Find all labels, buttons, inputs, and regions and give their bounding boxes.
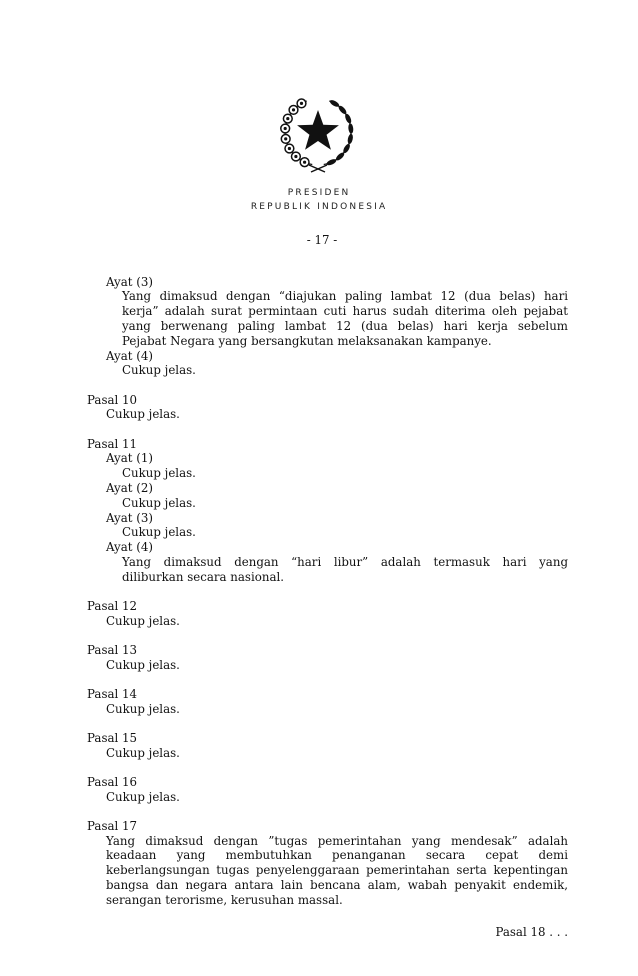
wreath-ribbon [309, 165, 327, 172]
explanation-line: Cukup jelas. [122, 495, 196, 510]
pasal-14 [87, 687, 568, 717]
explanation-line: Cukup jelas. [106, 701, 180, 716]
explanation-line: Cukup jelas. [106, 789, 180, 804]
explanation-line: Pejabat Negara yang bersangkutan melaksanakan kampanye. [122, 333, 492, 348]
page-number: - 17 - [306, 232, 338, 247]
pasal-11 [87, 437, 568, 585]
presidential-seal-icon [273, 94, 363, 174]
ayat-label: Ayat (1) [106, 451, 153, 466]
explanation-line: Cukup jelas. [122, 466, 196, 481]
explanation-line: Yang dimaksud dengan “diajukan paling lambat 12 (dua belas) hari [122, 289, 568, 304]
explanation-line: Cukup jelas. [106, 613, 180, 628]
pasal-17 [87, 819, 568, 908]
explanation-line: Yang dimaksud dengan “hari libur” adalah termasuk hari yang [122, 554, 568, 569]
explanation-line: Cukup jelas. [106, 745, 180, 760]
document-body [87, 275, 568, 908]
star-icon [297, 110, 339, 150]
pasal-title: Pasal 11 [87, 436, 138, 451]
pasal-title: Pasal 13 [87, 642, 138, 657]
ayat-3-label: Ayat (3) [106, 274, 153, 289]
ayat-label: Ayat (4) [106, 540, 153, 555]
pasal-title: Pasal 14 [87, 686, 138, 701]
pasal-15 [87, 731, 568, 761]
explanation-line: kerja” adalah surat permintaan cuti harus sudah diterima oleh pejabat [122, 304, 568, 319]
pasal-title: Pasal 10 [87, 392, 138, 407]
next-page-reference: Pasal 18 . . . [495, 924, 568, 939]
explanation-line: keadaan yang membutuhkan penanganan secara cepat demi [106, 848, 568, 863]
explanation-line: Yang dimaksud dengan ”tugas pemerintahan yang mendesak” adalah [106, 833, 568, 848]
explanation-line: Cukup jelas. [106, 407, 180, 422]
explanation-line: Cukup jelas. [122, 363, 196, 378]
letterhead-title-president: PRESIDEN [287, 187, 351, 198]
pasal-13 [87, 643, 568, 673]
explanation-line: Cukup jelas. [106, 657, 180, 672]
pasal-16 [87, 775, 568, 805]
explanation-line: diliburkan secara nasional. [122, 569, 284, 584]
pasal-title: Pasal 16 [87, 774, 138, 789]
pasal-title: Pasal 17 [87, 818, 138, 833]
explanation-line: bangsa dan negara antara lain bencana alam, wabah penyakit endemik, [106, 878, 568, 893]
explanation-line: keberlangsungan tugas penyelenggaraan pemerintahan serta kepentingan [106, 863, 568, 878]
pasal-12 [87, 599, 568, 629]
pasal-title: Pasal 12 [87, 598, 138, 613]
ayat-4-label: Ayat (4) [106, 348, 153, 363]
explanation-line: yang berwenang paling lambat 12 (dua belas) hari kerja sebelum [122, 318, 568, 333]
explanation-line: serangan terorisme, kerusuhan massal. [106, 892, 343, 907]
pasal-10 [87, 393, 568, 423]
pasal-title: Pasal 15 [87, 730, 138, 745]
explanation-line: Cukup jelas. [122, 525, 196, 540]
ayat-label: Ayat (3) [106, 510, 153, 525]
ayat-label: Ayat (2) [106, 480, 153, 495]
letterhead-title-republic: REPUBLIK INDONESIA [250, 201, 388, 212]
pasal-9-continuation [87, 275, 568, 379]
